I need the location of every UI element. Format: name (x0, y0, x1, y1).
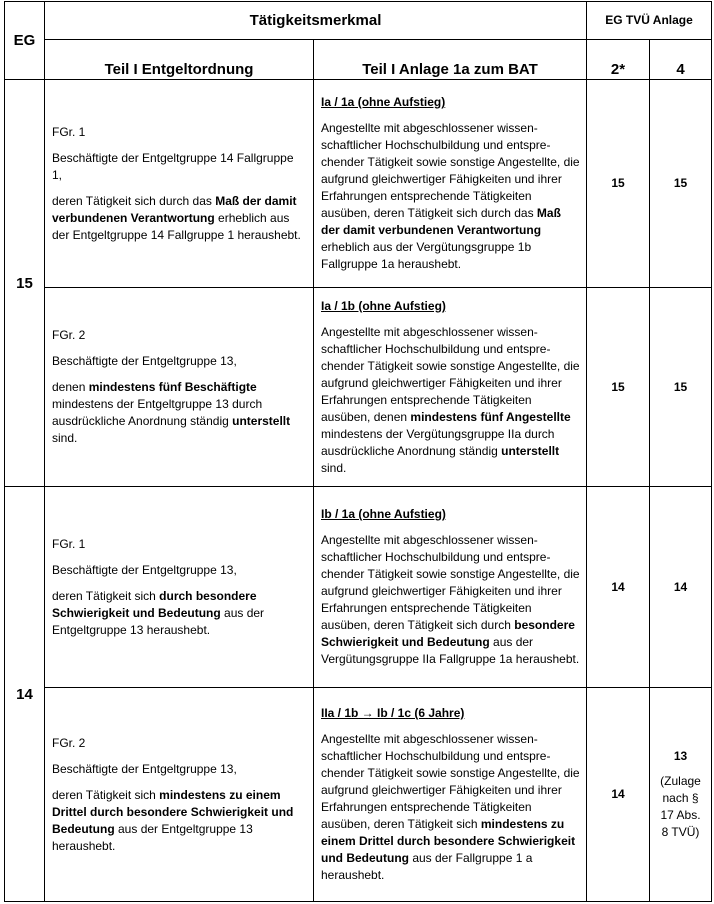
table-row (5, 688, 712, 902)
header-eg-tvue-anlage: EG TVÜ Anlage (587, 2, 712, 40)
bat-cell (314, 487, 587, 688)
value-col2: 14 (587, 688, 650, 902)
eg-value: 15 (5, 80, 45, 487)
eg-value: 14 (5, 487, 45, 902)
table-row (5, 288, 712, 487)
left-text: denen mindestens fünf Beschäftigte mindestens der Entgeltgruppe 13 durch ausdrückliche Anordnung ständig unterstellt sind. (52, 380, 291, 445)
zulage-note: (Zulage nach § 17 Abs. 8 TVÜ) (660, 774, 701, 839)
header-teil1-entgeltordnung: Teil I Entgeltordnung (45, 40, 314, 80)
left-intro: Beschäftigte der Entgeltgruppe 13, (52, 562, 237, 577)
value-col4: 15 (650, 288, 712, 487)
fgr-label: FGr. 1 (52, 536, 86, 551)
value-col4: 15 (650, 80, 712, 288)
table-row (5, 80, 712, 288)
bat-cell (314, 688, 587, 902)
left-intro: Beschäftigte der Entgeltgruppe 13, (52, 354, 237, 368)
header-teil1-anlage-bat: Teil I Anlage 1a zum BAT (314, 40, 587, 80)
value-col4-cell (650, 688, 712, 902)
value-col2: 15 (587, 288, 650, 487)
right-text: Angestellte mit abgeschlossener wissenschaftlicher Hochschulbildung und entsprechender Tätigkeit sowie sonstige Angestellte, die aufgrund gleichwertiger Fähigkeiten und ihrer Erfahrungen entsprechende Tätigkeiten ausüben, deren Tätigkeit sich mindestens zu einem Drittel durch besondere Schwierigkeit und Bedeutung aus der Fallgruppe 1 a heraushebt. (321, 732, 580, 882)
right-text: Angestellte mit abgeschlossener wissenschaftlicher Hochschulbildung und entsprechender Tätigkeit sowie sonstige Angestellte, die aufgrund gleichwertiger Fähigkeiten und ihrer Erfahrungen entsprechende Tätigkeiten ausüben, deren Tätigkeit sich durch besondere Schwierigkeit und Bedeutung aus der Vergütungsgruppe IIa Fallgruppe 1a heraushebt. (321, 533, 580, 666)
bat-cell (314, 80, 587, 288)
header-taetigkeitsmerkmal: Tätigkeitsmerkmal (45, 2, 587, 40)
value-col4: 14 (650, 487, 712, 688)
value-col2: 15 (587, 80, 650, 288)
entgelt-table (4, 1, 712, 902)
bat-title: IIa / 1b → Ib / 1c (6 Jahre) (321, 706, 465, 720)
entgeltordnung-cell (45, 688, 314, 902)
right-text: Angestellte mit abgeschlossener wissenschaftlicher Hochschulbildung und entsprechender Tätigkeit sowie sonstige Angestellte, die aufgrund gleichwertiger Fähigkeiten und ihrer Erfahrungen entsprechende Tätigkeiten ausüben, deren Tätigkeit sich durch das Maß der damit verbundenen Verantwortung erheblich aus der Vergütungsgruppe 1b Fallgruppe 1a heraushebt. (321, 121, 580, 271)
left-intro: Beschäftigte der Entgeltgruppe 14 Fallgruppe 1, (52, 150, 294, 182)
left-text: deren Tätigkeit sich mindestens zu einem Drittel durch besondere Schwierigkeit und Bedeutung aus der Entgeltgruppe 13 heraushebt. (52, 787, 294, 853)
entgeltordnung-cell (45, 80, 314, 288)
bat-title: Ib / 1a (ohne Aufstieg) (321, 507, 446, 521)
value-col4: 13 (673, 749, 688, 763)
entgeltordnung-cell (45, 487, 314, 688)
bat-title: Ia / 1a (ohne Aufstieg) (321, 95, 446, 109)
header-col-4: 4 (650, 40, 712, 80)
table-row (5, 487, 712, 688)
left-text: deren Tätigkeit sich durch besondere Schwierigkeit und Bedeutung aus der Entgeltgruppe 13 heraushebt. (52, 588, 265, 637)
fgr-label: FGr. 2 (52, 735, 86, 750)
fgr-label: FGr. 2 (52, 328, 86, 342)
value-col2: 14 (587, 487, 650, 688)
entgeltordnung-cell (45, 288, 314, 487)
left-text: deren Tätigkeit sich durch das Maß der damit verbundenen Verantwortung erheblich aus der Entgeltgruppe 14 Fallgruppe 1 heraushebt. (52, 193, 301, 242)
left-intro: Beschäftigte der Entgeltgruppe 13, (52, 761, 237, 776)
fgr-label: FGr. 1 (52, 124, 86, 139)
bat-title: Ia / 1b (ohne Aufstieg) (321, 298, 446, 313)
bat-cell (314, 288, 587, 487)
header-col-2: 2* (587, 40, 650, 80)
right-text: Angestellte mit abgeschlossener wissenschaftlicher Hochschulbildung und entsprechender Tätigkeit sowie sonstige Angestellte, die aufgrund gleichwertiger Fähigkeiten und ihrer Erfahrungen entsprechende Tätigkeiten ausüben, denen mindestens fünf Angestellte mindestens der Vergütungsgruppe IIa durch ausdrückliche Anordnung ständig unterstellt sind. (321, 324, 580, 475)
header-eg: EG (5, 2, 45, 80)
